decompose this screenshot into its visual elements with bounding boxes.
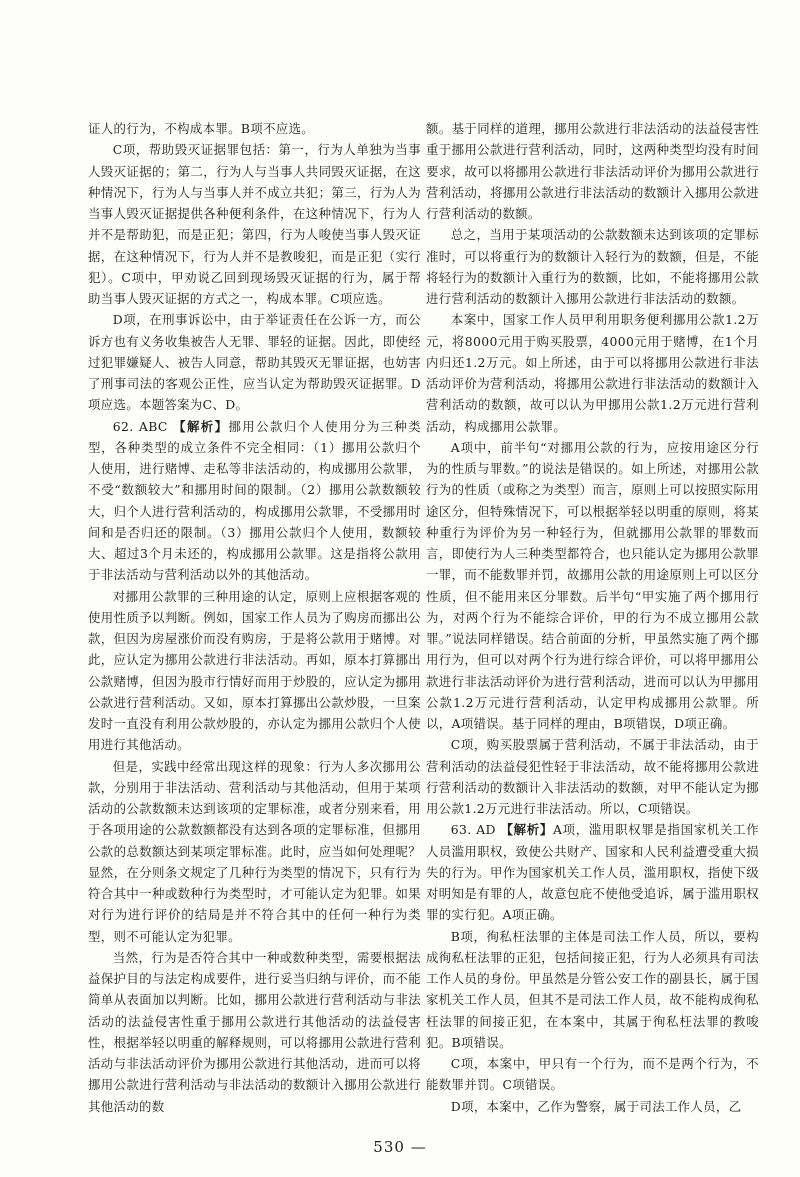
paragraph-text: C项，本案中，甲只有一个行为，而不是两个行为，不能数罪并罚。C项错误。 xyxy=(426,1056,759,1093)
paragraph xyxy=(88,586,421,756)
question-number: 62. ABC xyxy=(112,418,168,434)
paragraph xyxy=(88,947,421,1117)
paragraph xyxy=(88,416,421,586)
paragraph xyxy=(88,756,421,947)
paragraph-text: 额。基于同样的道理，挪用公款进行非法活动的法益侵害性重于挪用公款进行营利活动，同时，这两种类型均没有时间要求，故可以将挪用公款进行非法活动评价为挪用公款进行营利活动，将挪用公款进行非法活动的数额计入挪用公款进行营利活动的数额。 xyxy=(426,121,759,221)
question-number: 63. AD xyxy=(450,822,496,838)
paragraph xyxy=(426,819,759,925)
paragraph-text: 本案中，国家工作人员甲利用职务便利挪用公款1.2万元，将8000元用于购买股票，4000元用于赌博，在1个月内归还1.2万元。如上所述，由于可以将挪用公款进行非法活动评价为营利活动，将挪用公款进行非法活动的数额计入营利活动的数额，故可以认为甲挪用公款1.2万元进行营利活动，构成挪用公款罪。 xyxy=(426,312,759,434)
paragraph xyxy=(426,1053,759,1096)
paragraph-text: A项，滥用职权罪是指国家机关工作人员滥用职权，致使公共财产、国家和人民利益遭受重大损失的行为。甲作为国家机关工作人员，滥用职权，指使下级对明知是有罪的人，故意包庇不使他受追诉，属于滥用职权罪的实行犯。A项正确。 xyxy=(426,822,759,923)
paragraph-text: B项，徇私枉法罪的主体是司法工作人员，所以，要构成徇私枉法罪的正犯，包括间接正犯，行为人必须具有司法工作人员的身份。甲虽然是分管公安工作的副县长，属于国家机关工作人员，但其不是司法工作人员，故不能构成徇私枉法罪的间接正犯，在本案中，其属于徇私枉法罪的教唆犯。B项错误。 xyxy=(426,928,759,1050)
paragraph-text: 证人的行为，不构成本罪。B项不应选。 xyxy=(88,121,315,136)
paragraph xyxy=(88,118,421,139)
paragraph xyxy=(426,1096,759,1117)
paragraph xyxy=(426,734,759,819)
analysis-tag: 【解析】 xyxy=(500,822,553,838)
paragraph-text: 但是，实践中经常出现这样的现象：行为人多次挪用公款，分别用于非法活动、营利活动与其他活动，但用于某项活动的公款数额未达到该项的定罪标准，或者分别来看，用于各项用途的公款数额都没有达到各项的定罪标准，但挪用公款的总数额达到某项定罪标准。此时，应当如何处理呢？显然，在分则条文规定了几种行为类型的情况下，只有行为符合其中一种或数种行为类型时，才可能认定为犯罪。如果对行为进行评价的结局是并不符合其中的任何一种行为类型，则不可能认定为犯罪。 xyxy=(88,758,421,944)
paragraph-text: C项，购买股票属于营利活动，不属于非法活动，由于营利活动的法益侵犯性轻于非法活动，故不能将挪用公款进行营利活动的数额计入非法活动的数额，对甲不能认定为挪用公款1.2万元进行非法活动。所以，C项错误。 xyxy=(426,737,759,816)
paragraph xyxy=(426,926,759,1054)
paragraph xyxy=(426,224,759,309)
paragraph-text: A项中，前半句“对挪用公款的行为，应按用途区分行为的性质与罪数。”的说法是错误的。如上所述，对挪用公款行为的性质（或称之为类型）而言，原则上可以按照实际用途区分，但特殊情况下，可以根据举轻以明重的原则，将某种重行为评价为另一种轻行为，但就挪用公款罪的罪数而言，即使行为人三种类型都符合，也只能认定为挪用公款罪一罪，而不能数罪并罚，故挪用公款的用途原则上可以区分性质，但不能用来区分罪数。后半句“甲实施了两个挪用行为，对两个行为不能综合评价，甲的行为不成立挪用公款罪。”说法同样错误。结合前面的分析，甲虽然实施了两个挪用行为，但可以对两个行为进行综合评价，可以将甲挪用公款进行非法活动评价为进行营利活动，进而可以认为甲挪用公款1.2万元进行营利活动，认定甲构成挪用公款罪。所以，A项错误。基于同样的理由，B项错误，D项正确。 xyxy=(426,439,759,731)
left-column xyxy=(88,118,421,1117)
paragraph-text: 挪用公款归个人使用分为三种类型，各种类型的成立条件不完全相同：（1）挪用公款归个人使用，进行赌博、走私等非法活动的，构成挪用公款罪，不受“数额较大”和挪用时间的限制。（2）挪用公款数额较大，归个人进行营利活动的，构成挪用公款罪，不受挪用时间和是否归还的限制。（3）挪用公款归个人使用，数额较大、超过3个月未还的，构成挪用公款罪。这是指将公款用于非法活动与营利活动以外的其他活动。 xyxy=(88,418,422,583)
paragraph xyxy=(426,437,759,735)
paragraph xyxy=(88,139,421,309)
paragraph xyxy=(426,309,759,437)
paragraph-text: D项，本案中，乙作为警察，属于司法工作人员，乙 xyxy=(450,1098,742,1114)
paragraph-text: 总之，当用于某项活动的公款数额未达到该项的定罪标准时，可以将重行为的数额计入轻行为的数额，但是，不能将轻行为的数额计入重行为的数额，比如，不能将挪用公款进行营利活动的数额计入挪用公款进行非法活动的数额。 xyxy=(426,227,759,306)
paragraph xyxy=(88,309,421,415)
paragraph-text: 对挪用公款罪的三种用途的认定，原则上应根据客观的使用性质予以判断。例如，国家工作人员为了购房而挪出公款，但因为房屋涨价而没有购房，于是将公款用于赌博。对此，应认定为挪用公款进行非法活动。再如，原本打算挪出公款赌博，但因为股市行情好而用于炒股的，应认定为挪用公款进行营利活动。又如，原本打算挪出公款炒股，一旦案发时一直没有利用公款炒股的，亦认定为挪用公款归个人使用进行其他活动。 xyxy=(88,588,421,753)
paragraph-text: D项，在刑事诉讼中，由于举证责任在公诉一方，而公诉方也有义务收集被告人无罪、罪轻的证据。因此，即使经过犯罪嫌疑人、被告人同意，帮助其毁灭无罪证据，也妨害了刑事司法的客观公正性，应当认定为帮助毁灭证据罪。D项应选。本题答案为C、D。 xyxy=(88,312,421,413)
paragraph xyxy=(426,118,759,224)
paragraph-text: C项，帮助毁灭证据罪包括：第一，行为人单独为当事人毁灭证据的；第二，行为人与当事人共同毁灭证据，在这种情况下，行为人与当事人并不成立共犯；第三，行为人为当事人毁灭证据提供各种便利条件，在这种情况下，行为人并不是帮助犯，而是正犯；第四，行为人唆使当事人毁灭证据，在这种情况下，行为人并不是教唆犯，而是正犯（实行犯）。C项中，甲劝说乙回到现场毁灭证据的行为，属于帮助当事人毁灭证据的方式之一，构成本罪。C项应选。 xyxy=(88,142,421,306)
right-column xyxy=(426,118,759,1117)
page-number: 530 — xyxy=(373,1138,427,1156)
analysis-tag: 【解析】 xyxy=(173,418,229,434)
paragraph-text: 当然，行为是否符合其中一种或数种类型，需要根据法益保护目的与法定构成要件，进行妥当归纳与评价，而不能简单从表面加以判断。比如，挪用公款进行营利活动与非法活动的法益侵害性重于挪用公款进行其他活动的法益侵害性，根据举轻以明重的解释规则，可以将挪用公款进行营利活动与非法活动评价为挪用公款进行其他活动，进而可以将挪用公款进行营利活动与非法活动的数额计入挪用公款进行其他活动的数 xyxy=(88,949,421,1114)
